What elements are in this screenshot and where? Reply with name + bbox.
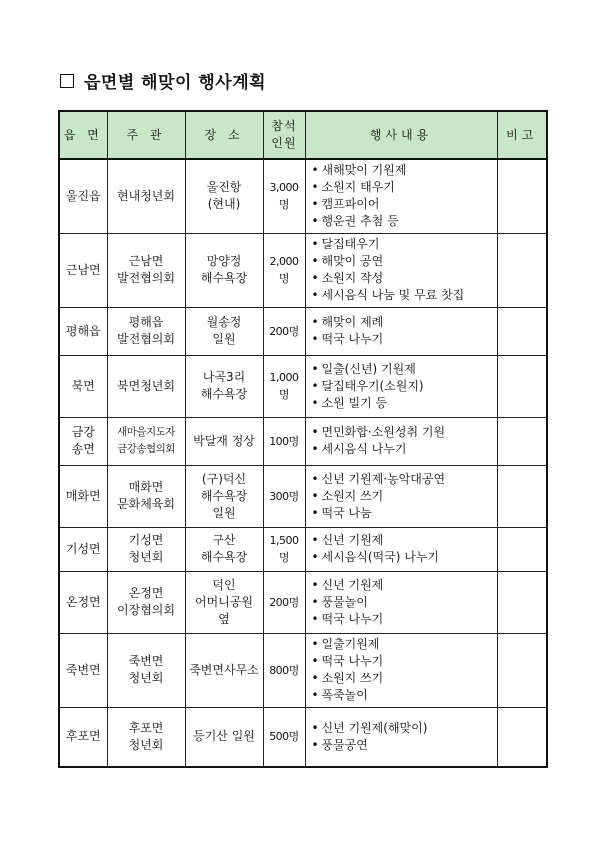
event-plan-table xyxy=(58,110,548,768)
cell-content xyxy=(305,527,497,571)
table-row xyxy=(59,465,547,527)
event-item: • 소원지 쓰기 xyxy=(312,670,495,687)
event-item: • 풍물놀이 xyxy=(312,594,495,611)
cell-town: 매화면 xyxy=(59,465,107,527)
table-row xyxy=(59,707,547,767)
cell-host: 평해읍 발전협의회 xyxy=(107,307,185,355)
header-content: 행사내용 xyxy=(305,111,497,159)
event-item: • 신년 기원제 xyxy=(312,532,495,549)
event-item: • 신년 기원제·농악대공연 xyxy=(312,471,495,488)
event-item-list xyxy=(312,424,495,458)
cell-note xyxy=(497,159,547,233)
cell-place: 울진항 (현내) xyxy=(185,159,263,233)
event-item: • 신년 기원제(해맞이) xyxy=(312,720,495,737)
cell-content xyxy=(305,707,497,767)
event-item: • 해맞이 제례 xyxy=(312,314,495,331)
event-item: • 신년 기원제 xyxy=(312,577,495,594)
cell-note xyxy=(497,571,547,633)
event-item: • 캠프파이어 xyxy=(312,196,495,213)
cell-count: 100명 xyxy=(263,417,305,465)
cell-note xyxy=(497,417,547,465)
table-row xyxy=(59,355,547,417)
cell-note xyxy=(497,633,547,707)
cell-host: 근남면 발전협의회 xyxy=(107,233,185,307)
event-item: • 폭죽놀이 xyxy=(312,687,495,704)
cell-town: 근남면 xyxy=(59,233,107,307)
event-item: • 세시음식 나누기 xyxy=(312,441,495,458)
cell-host: 후포면 청년회 xyxy=(107,707,185,767)
cell-note xyxy=(497,527,547,571)
event-item-list xyxy=(312,636,495,704)
event-item-list xyxy=(312,361,495,412)
table-row xyxy=(59,633,547,707)
table-row xyxy=(59,571,547,633)
event-item: • 소원지 태우기 xyxy=(312,179,495,196)
cell-content xyxy=(305,159,497,233)
cell-count: 1,500명 xyxy=(263,527,305,571)
table-header-row xyxy=(59,111,547,159)
cell-note xyxy=(497,355,547,417)
cell-place: 나곡3리 해수욕장 xyxy=(185,355,263,417)
event-item: • 소원 빌기 등 xyxy=(312,395,495,412)
event-item-list xyxy=(312,720,495,754)
cell-place: 덕인 어머니공원 옆 xyxy=(185,571,263,633)
cell-place: 구산 해수욕장 xyxy=(185,527,263,571)
event-item: • 소원지 쓰기 xyxy=(312,488,495,505)
event-item: • 행운권 추첨 등 xyxy=(312,213,495,230)
cell-content xyxy=(305,633,497,707)
header-host: 주 관 xyxy=(107,111,185,159)
table-row xyxy=(59,417,547,465)
page-title xyxy=(60,68,266,93)
cell-content xyxy=(305,465,497,527)
cell-town: 평해읍 xyxy=(59,307,107,355)
table-row xyxy=(59,307,547,355)
cell-town: 온정면 xyxy=(59,571,107,633)
cell-count: 200명 xyxy=(263,307,305,355)
event-item: • 면민화합·소원성취 기원 xyxy=(312,424,495,441)
event-item: • 떡국 나누기 xyxy=(312,331,495,348)
cell-host: 매화면 문화체육회 xyxy=(107,465,185,527)
cell-count: 800명 xyxy=(263,633,305,707)
cell-host: 현내청년회 xyxy=(107,159,185,233)
cell-town: 북면 xyxy=(59,355,107,417)
event-item-list xyxy=(312,471,495,522)
cell-town: 죽변면 xyxy=(59,633,107,707)
table-row xyxy=(59,527,547,571)
cell-host: 새마을지도자 금강송협의회 xyxy=(107,417,185,465)
table-row xyxy=(59,159,547,233)
event-item: • 달집태우기 xyxy=(312,236,495,253)
cell-place: 죽변면사무소 xyxy=(185,633,263,707)
event-item: • 떡국 나누기 xyxy=(312,611,495,628)
event-item: • 떡국 나누기 xyxy=(312,653,495,670)
cell-content xyxy=(305,355,497,417)
checkbox-square-icon xyxy=(60,74,74,88)
event-item: • 풍물공연 xyxy=(312,737,495,754)
event-item: • 일출(신년) 기원제 xyxy=(312,361,495,378)
header-count: 참석 인원 xyxy=(263,111,305,159)
cell-note xyxy=(497,233,547,307)
cell-count: 3,000명 xyxy=(263,159,305,233)
cell-place: 등기산 일원 xyxy=(185,707,263,767)
cell-content xyxy=(305,233,497,307)
event-item-list xyxy=(312,532,495,566)
header-place: 장 소 xyxy=(185,111,263,159)
cell-host: 온정면 이장협의회 xyxy=(107,571,185,633)
cell-host: 북면청년회 xyxy=(107,355,185,417)
event-item: • 세시음식(떡국) 나누기 xyxy=(312,549,495,566)
cell-place: 망양정 해수욕장 xyxy=(185,233,263,307)
cell-host: 기성면 청년회 xyxy=(107,527,185,571)
cell-count: 300명 xyxy=(263,465,305,527)
cell-town: 울진읍 xyxy=(59,159,107,233)
cell-place: (구)덕신 해수욕장 일원 xyxy=(185,465,263,527)
header-note: 비고 xyxy=(497,111,547,159)
cell-place: 월송정 일원 xyxy=(185,307,263,355)
event-item: • 새해맞이 기원제 xyxy=(312,162,495,179)
event-item: • 일출기원제 xyxy=(312,636,495,653)
cell-town: 금강 송면 xyxy=(59,417,107,465)
cell-count: 500명 xyxy=(263,707,305,767)
cell-content xyxy=(305,307,497,355)
cell-town: 기성면 xyxy=(59,527,107,571)
event-item-list xyxy=(312,577,495,628)
cell-content xyxy=(305,571,497,633)
cell-content xyxy=(305,417,497,465)
header-town: 읍 면 xyxy=(59,111,107,159)
event-item-list xyxy=(312,162,495,230)
cell-count: 1,000명 xyxy=(263,355,305,417)
event-item: • 소원지 작성 xyxy=(312,270,495,287)
cell-place: 박달재 정상 xyxy=(185,417,263,465)
table-row xyxy=(59,233,547,307)
event-item-list xyxy=(312,314,495,348)
event-item-list xyxy=(312,236,495,304)
page-title-text: 읍면별 해맞이 행사계획 xyxy=(84,73,267,93)
cell-note xyxy=(497,465,547,527)
cell-count: 2,000명 xyxy=(263,233,305,307)
cell-note xyxy=(497,307,547,355)
cell-note xyxy=(497,707,547,767)
event-item: • 달집태우기(소원지) xyxy=(312,378,495,395)
cell-count: 200명 xyxy=(263,571,305,633)
event-item: • 떡국 나눔 xyxy=(312,505,495,522)
event-item: • 세시음식 나눔 및 무료 찻집 xyxy=(312,287,495,304)
cell-town: 후포면 xyxy=(59,707,107,767)
cell-host: 죽변면 청년회 xyxy=(107,633,185,707)
event-item: • 해맞이 공연 xyxy=(312,253,495,270)
